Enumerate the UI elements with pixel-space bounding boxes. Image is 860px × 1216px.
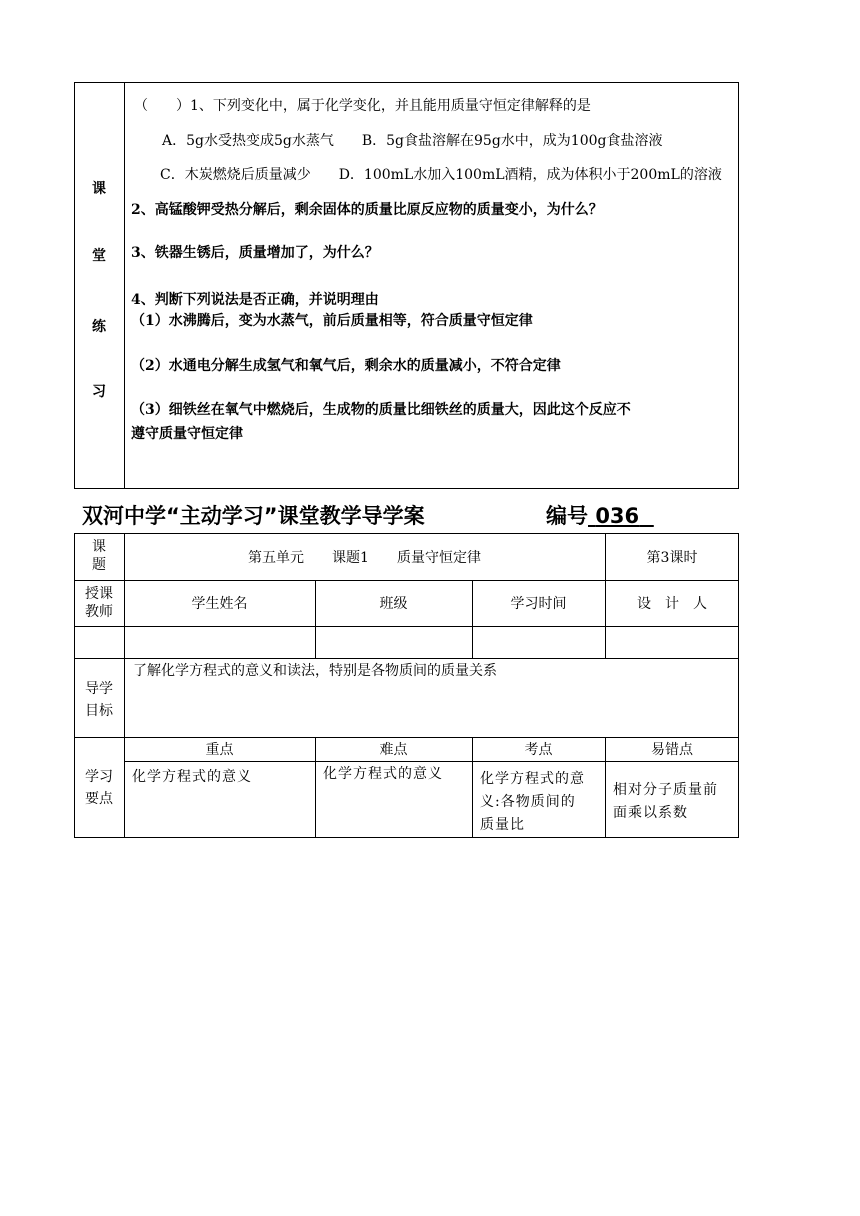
question-3: 3、铁器生锈后，质量增加了，为什么？ [131, 245, 379, 261]
exam-point-line-3: 质量比 [480, 817, 525, 833]
question-4-3a: （3）细铁丝在氧气中燃烧后，生成物的质量比细铁丝的质量大，因此这个反应不 [131, 402, 631, 418]
heading-mistake-point: 易错点 [651, 742, 693, 758]
teacher-label-line-2: 教师 [85, 604, 113, 620]
plan-col-rule-3 [472, 580, 473, 658]
column-study-time: 学习时间 [510, 596, 567, 612]
key-point-text: 化学方程式的意义 [132, 769, 252, 785]
goal-label [74, 678, 124, 722]
exercise-side-label-3: 练 [92, 319, 106, 335]
points-label-line-2: 要点 [85, 791, 113, 807]
plan-row-rule-2 [74, 626, 739, 627]
exercise-side-label-1: 课 [92, 181, 106, 197]
question-2: 2、高锰酸钾受热分解后，剩余固体的质量比原反应物的质量变小，为什么？ [131, 202, 603, 218]
document-code [546, 500, 654, 530]
question-4-2: （2）水通电分解生成氢气和氧气后，剩余水的质量减小，不符合定律 [131, 358, 561, 374]
mistake-point-text [613, 779, 718, 825]
teacher-label-line-1: 授课 [85, 586, 113, 602]
question-1-options-cd: C．木炭燃烧后质量减少 D．100mL水加入100mL酒精，成为体积小于200mL的溶液 [160, 167, 722, 183]
mistake-point-line-1: 相对分子质量前 [613, 782, 718, 798]
topic-value: 第五单元 课题1 质量守恒定律 [248, 550, 481, 566]
exam-point-line-1: 化学方程式的意 [480, 771, 585, 787]
question-1: （ ）1、下列变化中，属于化学变化，并且能用质量守恒定律解释的是 [134, 98, 591, 114]
mistake-point-line-2: 面乘以系数 [613, 805, 688, 821]
question-1-options-ab: A．5g水受热变成5g水蒸气 B．5g食盐溶解在95g水中，成为100g食盐溶液 [162, 133, 663, 149]
exercise-side-label-4: 习 [92, 384, 106, 400]
heading-key-point: 重点 [205, 742, 234, 758]
goal-text: 了解化学方程式的意义和读法，特别是各物质间的质量关系 [133, 663, 497, 679]
plan-row-rule-1 [74, 580, 739, 581]
plan-col-rule-2 [315, 580, 316, 658]
points-label-line-1: 学习 [85, 769, 113, 785]
question-4-3b: 遵守质量守恒定律 [131, 426, 243, 442]
column-designer: 设 计 人 [637, 596, 707, 612]
teacher-label [74, 585, 124, 621]
document-code-label: 编号 [546, 504, 588, 528]
exercise-side-label-2: 堂 [92, 248, 106, 264]
exam-point-text [480, 768, 585, 837]
column-student-name: 学生姓名 [191, 596, 248, 612]
document-code-value: 036 [595, 504, 640, 528]
difficult-point-text: 化学方程式的意义 [323, 766, 443, 782]
plan-row-rule-5 [124, 761, 739, 762]
topic-label-line-1: 课 [92, 539, 106, 555]
column-class: 班级 [379, 596, 408, 612]
lesson-number: 第3课时 [646, 550, 698, 566]
question-4: 4、判断下列说法是否正确，并说明理由 [131, 292, 379, 308]
exam-point-line-2: 义:各物质间的 [480, 794, 576, 810]
topic-label-line-2: 题 [92, 557, 106, 573]
goal-label-line-2: 目标 [85, 703, 113, 719]
plan-row-rule-3 [74, 658, 739, 659]
plan-row-rule-4 [74, 737, 739, 738]
exercise-divider [124, 82, 125, 489]
points-label [74, 766, 124, 810]
heading-exam-point: 考点 [524, 742, 553, 758]
page-title: 双河中学“主动学习”课堂教学导学案 [82, 504, 425, 528]
plan-col-rule-1 [124, 533, 125, 838]
goal-label-line-1: 导学 [85, 681, 113, 697]
heading-difficult-point: 难点 [379, 742, 408, 758]
topic-label [74, 538, 124, 574]
question-4-1: （1）水沸腾后，变为水蒸气，前后质量相等，符合质量守恒定律 [131, 313, 533, 329]
